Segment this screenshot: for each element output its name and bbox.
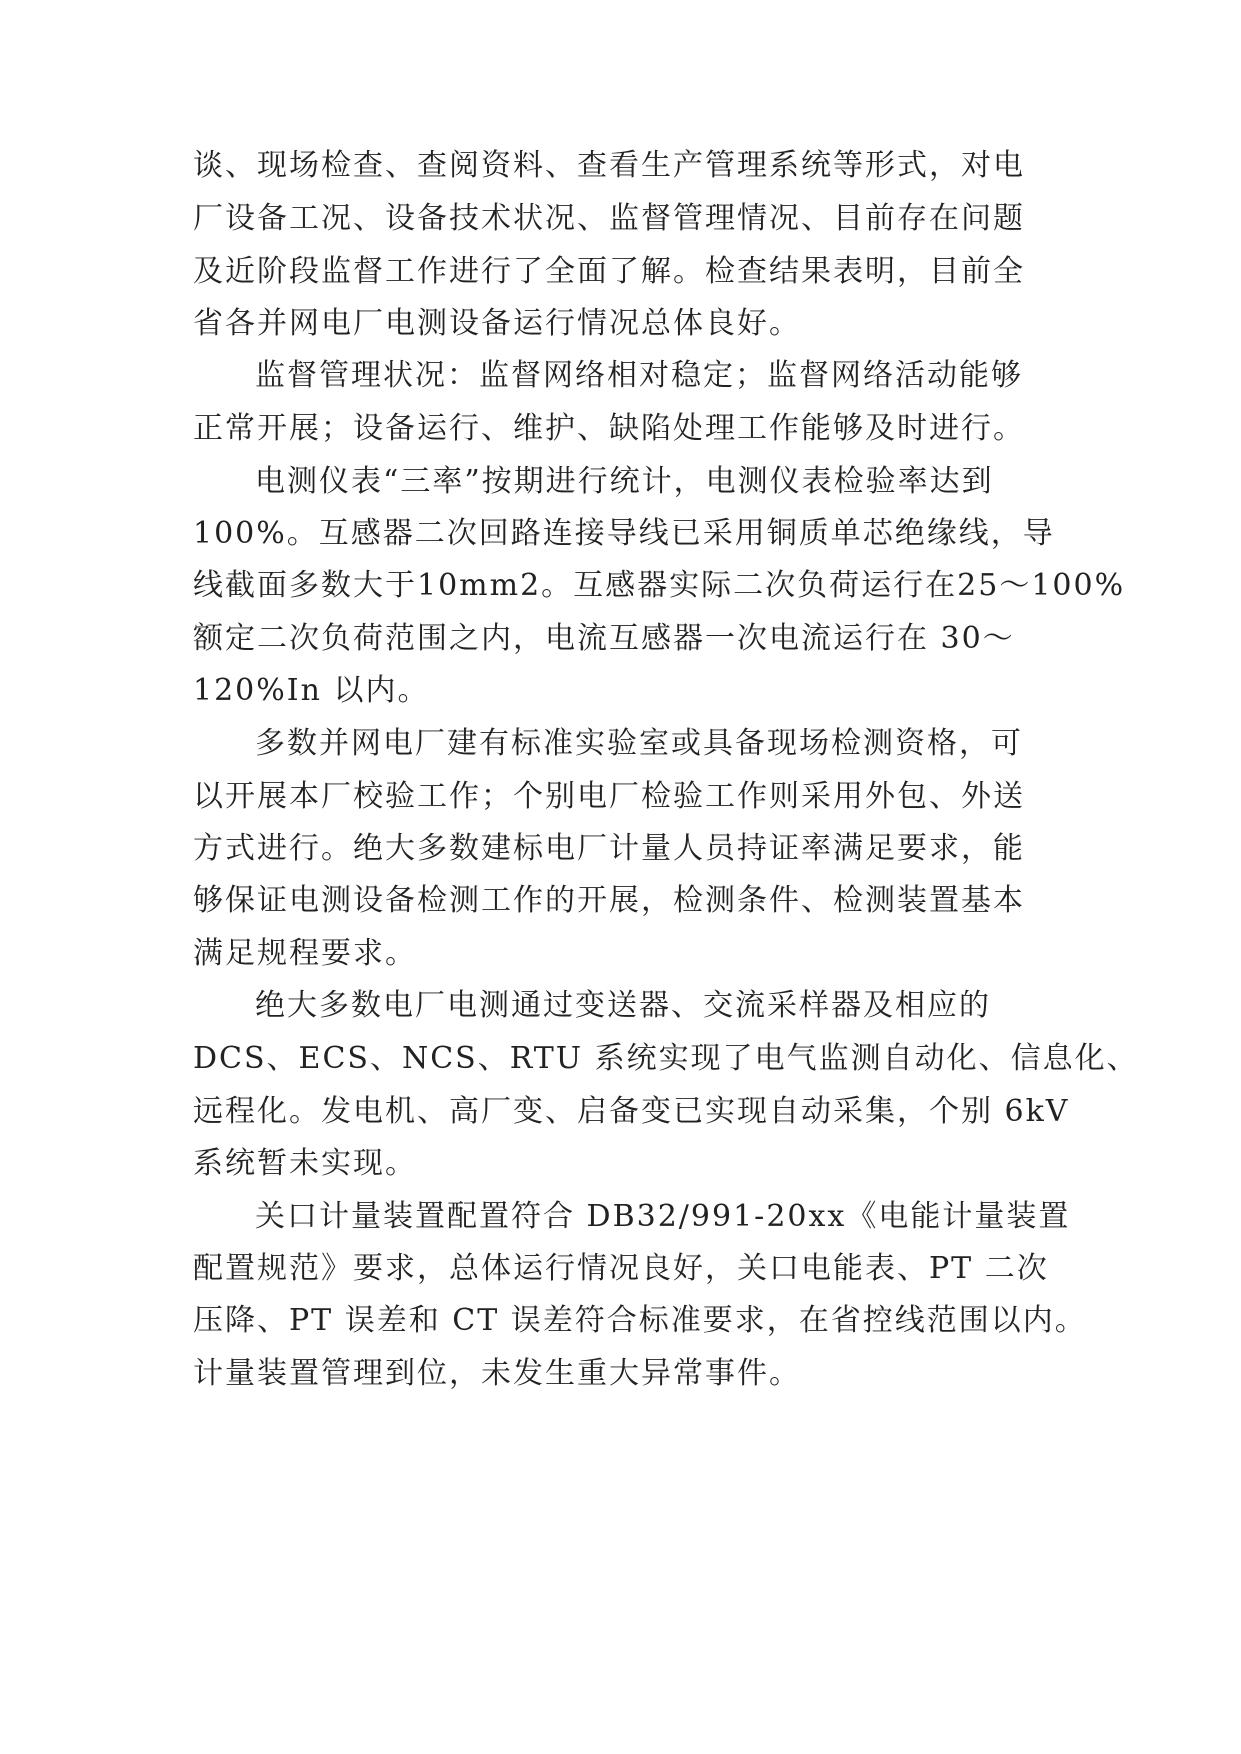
text-line: 省各并网电厂电测设备运行情况总体良好。 (193, 306, 801, 341)
text-line: 方式进行。绝大多数建标电厂计量人员持证率满足要求，能 (193, 831, 1025, 866)
paragraph-first-line: 监督管理状况：监督网络相对稳定；监督网络活动能够 (255, 358, 1023, 393)
paragraph-first-line: 电测仪表“三率”按期进行统计，电测仪表检验率达到 (255, 464, 994, 499)
paragraph-first-line: 关口计量装置配置符合 DB32/991-20xx《电能计量装置 (255, 1199, 1071, 1234)
text-line: 额定二次负荷范围之内，电流互感器一次电流运行在 30～ (193, 621, 1015, 656)
text-line: 以开展本厂校验工作；个别电厂检验工作则采用外包、外送 (193, 779, 1025, 814)
text-line: 及近阶段监督工作进行了全面了解。检查结果表明，目前全 (193, 254, 1025, 289)
text-line: 配置规范》要求，总体运行情况良好，关口电能表、PT 二次 (193, 1251, 1049, 1286)
text-line: 正常开展；设备运行、维护、缺陷处理工作能够及时进行。 (193, 411, 1025, 446)
text-line: 100%。互感器二次回路连接导线已采用铜质单芯绝缘线，导 (193, 516, 1055, 551)
text-line: 线截面多数大于10mm2。互感器实际二次负荷运行在25～100% (193, 568, 1126, 603)
paragraph-first-line: 多数并网电厂建有标准实验室或具备现场检测资格，可 (255, 726, 1023, 761)
text-line: 满足规程要求。 (193, 936, 417, 971)
text-line: 谈、现场检查、查阅资料、查看生产管理系统等形式，对电 (193, 148, 1025, 183)
text-line: 系统暂未实现。 (193, 1146, 417, 1181)
text-line: 计量装置管理到位，未发生重大异常事件。 (193, 1356, 801, 1391)
text-line: 120%In 以内。 (193, 673, 430, 708)
paragraph-first-line: 绝大多数电厂电测通过变送器、交流采样器及相应的 (255, 988, 991, 1023)
text-line: 厂设备工况、设备技术状况、监督管理情况、目前存在问题 (193, 201, 1025, 236)
text-line: DCS、ECS、NCS、RTU 系统实现了电气监测自动化、信息化、 (193, 1041, 1139, 1076)
text-line: 压降、PT 误差和 CT 误差符合标准要求，在省控线范围以内。 (193, 1303, 1087, 1338)
text-line: 远程化。发电机、高厂变、启备变已实现自动采集，个别 6kV (193, 1094, 1070, 1129)
text-line: 够保证电测设备检测工作的开展，检测条件、检测装置基本 (193, 883, 1025, 918)
